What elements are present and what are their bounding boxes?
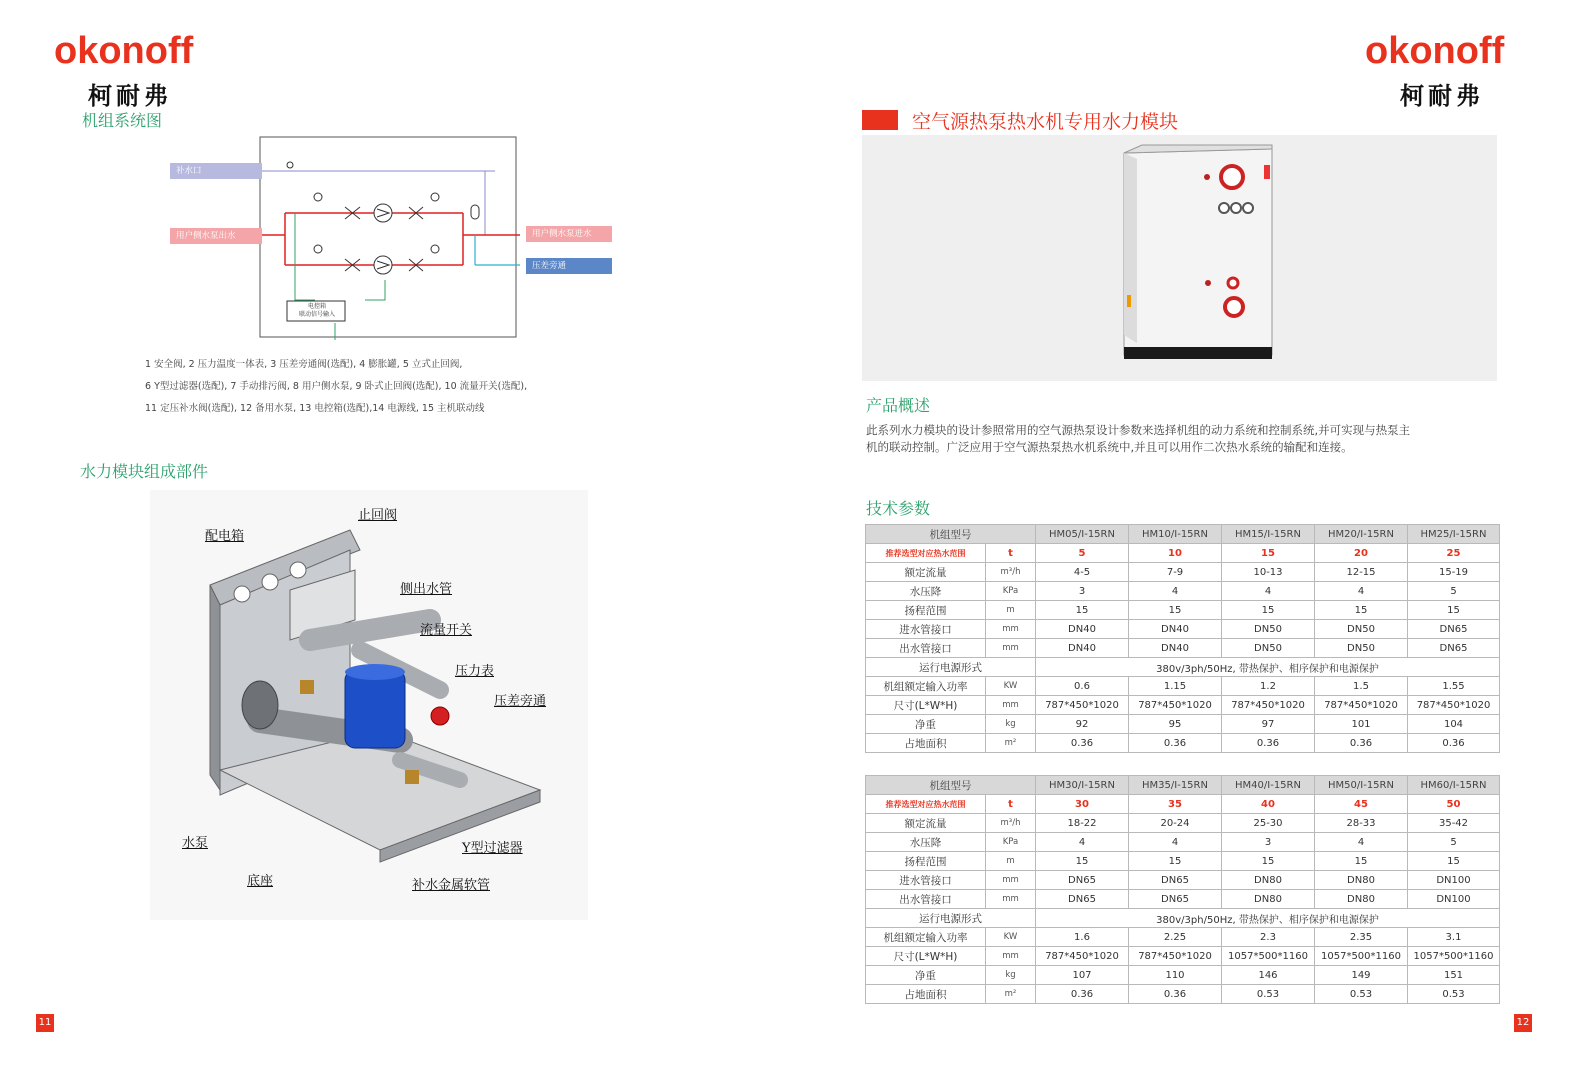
row-label: 净重 — [866, 715, 986, 734]
header-cell-model: 机组型号 — [866, 525, 1036, 544]
row-value: 787*450*1020 — [1036, 696, 1129, 715]
header-cell-model-name: HM20/I-15RN — [1315, 525, 1408, 544]
row-value: 787*450*1020 — [1129, 947, 1222, 966]
row-value: DN65 — [1036, 871, 1129, 890]
row-value: 110 — [1129, 966, 1222, 985]
row-value: 15 — [1315, 852, 1408, 871]
row-unit: m² — [986, 985, 1036, 1004]
brand-logo-left: okonoff — [54, 30, 194, 72]
row-value: 4 — [1222, 582, 1315, 601]
row-value: DN50 — [1222, 639, 1315, 658]
table-row — [866, 620, 1500, 639]
row-label: 额定流量 — [866, 563, 986, 582]
row-value: 40 — [1222, 795, 1315, 814]
row-unit: KW — [986, 928, 1036, 947]
row-value: 15 — [1036, 601, 1129, 620]
label-user-pump-outlet: 用户侧水泵出水 — [170, 228, 262, 244]
label-diff-bypass: 压差旁通 — [526, 258, 612, 274]
row-value: 4 — [1129, 582, 1222, 601]
brand-cn-right: 柯耐弗 — [1400, 82, 1484, 110]
row-unit: m — [986, 852, 1036, 871]
header-cell-model-name: HM25/I-15RN — [1408, 525, 1500, 544]
row-value: 1.2 — [1222, 677, 1315, 696]
row-value: 10 — [1129, 544, 1222, 563]
header-cell-model-name: HM40/I-15RN — [1222, 776, 1315, 795]
table-row-recommended — [866, 795, 1500, 814]
table-row — [866, 947, 1500, 966]
row-value: 1.55 — [1408, 677, 1500, 696]
row-unit: KPa — [986, 582, 1036, 601]
row-label: 净重 — [866, 966, 986, 985]
control-box-label — [289, 303, 345, 319]
row-value: 1057*500*1160 — [1408, 947, 1500, 966]
header-cell-model-name: HM30/I-15RN — [1036, 776, 1129, 795]
legend-line-3: 11 定压补水阀(选配), 12 备用水泵, 13 电控箱(选配),14 电源线, 15 主机联动线 — [145, 403, 485, 414]
row-value: 15 — [1408, 852, 1500, 871]
row-label: 扬程范围 — [866, 852, 986, 871]
row-label: 水压降 — [866, 833, 986, 852]
spec-table-2 — [865, 775, 1500, 1004]
control-box-text: 电控箱 — [307, 303, 326, 310]
row-value: DN65 — [1036, 890, 1129, 909]
row-value: DN40 — [1036, 639, 1129, 658]
brand-logo-right: okonoff — [1365, 30, 1505, 72]
row-label: 机组额定输入功率 — [866, 677, 986, 696]
callout-dist-box: 配电箱 — [205, 529, 245, 544]
header-cell-model-name: HM50/I-15RN — [1315, 776, 1408, 795]
row-unit: mm — [986, 696, 1036, 715]
row-value-merged: 380v/3ph/50Hz, 带热保护、相序保护和电源保护 — [1036, 658, 1500, 677]
table-row — [866, 852, 1500, 871]
row-unit: m — [986, 601, 1036, 620]
row-value: 15 — [1036, 852, 1129, 871]
callout-diff-bypass: 压差旁通 — [494, 694, 547, 709]
callout-pressure-gauge: 压力表 — [455, 664, 495, 679]
row-value: DN100 — [1408, 890, 1500, 909]
table-row — [866, 639, 1500, 658]
row-value: 1057*500*1160 — [1315, 947, 1408, 966]
row-label: 尺寸(L*W*H) — [866, 947, 986, 966]
legend-line-2: 6 Y型过滤器(选配), 7 手动排污阀, 8 用户侧水泵, 9 卧式止回阀(选配), 10 流量开关(选配), — [145, 381, 528, 392]
table-row — [866, 696, 1500, 715]
row-value: 15-19 — [1408, 563, 1500, 582]
row-value: 30 — [1036, 795, 1129, 814]
table-row — [866, 601, 1500, 620]
table-row-recommended — [866, 544, 1500, 563]
row-value: 15 — [1222, 852, 1315, 871]
header-cell-model-name: HM35/I-15RN — [1129, 776, 1222, 795]
row-value: DN65 — [1129, 890, 1222, 909]
row-value: 35 — [1129, 795, 1222, 814]
row-value: 92 — [1036, 715, 1129, 734]
row-value: 25-30 — [1222, 814, 1315, 833]
row-value: 28-33 — [1315, 814, 1408, 833]
row-value: 5 — [1408, 582, 1500, 601]
row-unit: mm — [986, 947, 1036, 966]
row-value: 20 — [1315, 544, 1408, 563]
row-value: DN50 — [1315, 620, 1408, 639]
specs-title: 技术参数 — [866, 499, 931, 518]
row-value: 0.6 — [1036, 677, 1129, 696]
callout-check-valve: 止回阀 — [358, 508, 398, 523]
row-value: 1.5 — [1315, 677, 1408, 696]
row-value: DN65 — [1129, 871, 1222, 890]
row-label: 水压降 — [866, 582, 986, 601]
row-value: 15 — [1222, 601, 1315, 620]
row-value: 787*450*1020 — [1129, 696, 1222, 715]
table-row-power — [866, 658, 1500, 677]
row-value: 4 — [1036, 833, 1129, 852]
row-value: 787*450*1020 — [1315, 696, 1408, 715]
row-value: 3 — [1222, 833, 1315, 852]
row-unit: kg — [986, 715, 1036, 734]
system-diagram-title: 机组系统图 — [82, 111, 163, 130]
row-value: 0.53 — [1408, 985, 1500, 1004]
row-value: DN100 — [1408, 871, 1500, 890]
row-value-merged: 380v/3ph/50Hz, 带热保护、相序保护和电源保护 — [1036, 909, 1500, 928]
row-unit: mm — [986, 890, 1036, 909]
row-value: DN50 — [1315, 639, 1408, 658]
table-row — [866, 715, 1500, 734]
table-header-row — [866, 525, 1500, 544]
callout-flow-switch: 流量开关 — [420, 623, 473, 638]
row-value: 15 — [1222, 544, 1315, 563]
row-label: 推荐选型对应热水范围 — [866, 795, 986, 814]
control-box-subtext: 联动信号输入 — [298, 311, 335, 318]
row-value: DN80 — [1315, 890, 1408, 909]
row-value: 95 — [1129, 715, 1222, 734]
table-row — [866, 563, 1500, 582]
row-value: 149 — [1315, 966, 1408, 985]
row-value: DN40 — [1036, 620, 1129, 639]
label-user-pump-inlet: 用户侧水泵进水 — [526, 226, 612, 242]
row-value: 15 — [1129, 852, 1222, 871]
table-row — [866, 677, 1500, 696]
row-label: 进水管接口 — [866, 620, 986, 639]
page-title: 空气源热泵热水机专用水力模块 — [912, 111, 1179, 133]
row-value: 25 — [1408, 544, 1500, 563]
header-cell-model-name: HM10/I-15RN — [1129, 525, 1222, 544]
callout-pump: 水泵 — [182, 836, 209, 851]
row-value: 787*450*1020 — [1036, 947, 1129, 966]
row-label: 进水管接口 — [866, 871, 986, 890]
title-accent-bar — [862, 110, 898, 130]
row-value: 0.36 — [1129, 734, 1222, 753]
table-row — [866, 890, 1500, 909]
callout-makeup-hose: 补水金属软管 — [412, 878, 491, 893]
row-value: 0.53 — [1222, 985, 1315, 1004]
row-value: DN65 — [1408, 620, 1500, 639]
row-value: DN65 — [1408, 639, 1500, 658]
row-value: 107 — [1036, 966, 1129, 985]
row-label: 机组额定输入功率 — [866, 928, 986, 947]
table-row — [866, 985, 1500, 1004]
row-value: DN50 — [1222, 620, 1315, 639]
row-value: 787*450*1020 — [1408, 696, 1500, 715]
row-unit: mm — [986, 871, 1036, 890]
row-value: 151 — [1408, 966, 1500, 985]
row-value: 0.36 — [1036, 985, 1129, 1004]
spec-table-1 — [865, 524, 1500, 753]
row-value: 0.36 — [1036, 734, 1129, 753]
row-value: DN40 — [1129, 620, 1222, 639]
row-value: 4 — [1315, 582, 1408, 601]
row-value: DN40 — [1129, 639, 1222, 658]
row-value: DN80 — [1222, 890, 1315, 909]
row-value: 0.36 — [1315, 734, 1408, 753]
row-unit: mm — [986, 639, 1036, 658]
row-unit: kg — [986, 966, 1036, 985]
header-cell-model-name: HM15/I-15RN — [1222, 525, 1315, 544]
callout-base: 底座 — [247, 874, 274, 889]
row-value: 4 — [1129, 833, 1222, 852]
component-illustration — [150, 490, 588, 920]
row-value: 50 — [1408, 795, 1500, 814]
row-label: 推荐选型对应热水范围 — [866, 544, 986, 563]
row-unit: m² — [986, 734, 1036, 753]
row-value: 0.36 — [1222, 734, 1315, 753]
table-row — [866, 966, 1500, 985]
row-unit: KPa — [986, 833, 1036, 852]
row-value: 15 — [1129, 601, 1222, 620]
row-value: 15 — [1315, 601, 1408, 620]
row-value: 0.36 — [1408, 734, 1500, 753]
row-unit: KW — [986, 677, 1036, 696]
row-unit: mm — [986, 620, 1036, 639]
row-label: 尺寸(L*W*H) — [866, 696, 986, 715]
row-value: 45 — [1315, 795, 1408, 814]
row-value: 15 — [1408, 601, 1500, 620]
row-label: 运行电源形式 — [866, 909, 1036, 928]
legend-line-1: 1 安全阀, 2 压力温度一体表, 3 压差旁通阀(选配), 4 膨胀罐, 5 立式止回阀, — [145, 359, 463, 370]
row-value: 2.3 — [1222, 928, 1315, 947]
row-unit: m³/h — [986, 563, 1036, 582]
system-diagram — [165, 135, 625, 345]
overview-text: 此系列水力模块的设计参照常用的空气源热泵设计参数来选择机组的动力系统和控制系统,并可实现与热泵主机的联动控制。广泛应用于空气源热泵热水机系统中,并且可以用作二次热水系统的输配和连接。 — [866, 423, 1411, 454]
table-row — [866, 928, 1500, 947]
row-value: DN80 — [1222, 871, 1315, 890]
table-row — [866, 734, 1500, 753]
table-row — [866, 871, 1500, 890]
row-unit: m³/h — [986, 814, 1036, 833]
table-row — [866, 814, 1500, 833]
row-value: 0.53 — [1315, 985, 1408, 1004]
row-value: 18-22 — [1036, 814, 1129, 833]
brand-cn-left: 柯耐弗 — [88, 82, 172, 110]
row-value: 20-24 — [1129, 814, 1222, 833]
header-cell-model-name: HM60/I-15RN — [1408, 776, 1500, 795]
header-cell-model-name: HM05/I-15RN — [1036, 525, 1129, 544]
callout-side-outlet: 侧出水管 — [400, 582, 453, 597]
row-value: 1.6 — [1036, 928, 1129, 947]
overview-title: 产品概述 — [866, 396, 931, 415]
row-value: 3 — [1036, 582, 1129, 601]
row-value: 2.35 — [1315, 928, 1408, 947]
row-value: 12-15 — [1315, 563, 1408, 582]
row-value: 35-42 — [1408, 814, 1500, 833]
page-number-right: 12 — [1514, 1014, 1532, 1032]
row-value: 97 — [1222, 715, 1315, 734]
table-row-power — [866, 909, 1500, 928]
label-makeup-inlet: 补水口 — [170, 163, 262, 179]
row-value: 2.25 — [1129, 928, 1222, 947]
row-value: DN80 — [1315, 871, 1408, 890]
product-photo — [862, 135, 1497, 381]
row-label: 出水管接口 — [866, 890, 986, 909]
row-value: 0.36 — [1129, 985, 1222, 1004]
row-value: 7-9 — [1129, 563, 1222, 582]
page-number-left: 11 — [36, 1014, 54, 1032]
row-value: 104 — [1408, 715, 1500, 734]
row-value: 5 — [1036, 544, 1129, 563]
table-row — [866, 833, 1500, 852]
row-label: 运行电源形式 — [866, 658, 1036, 677]
row-value: 1057*500*1160 — [1222, 947, 1315, 966]
row-label: 额定流量 — [866, 814, 986, 833]
row-value: 1.15 — [1129, 677, 1222, 696]
row-value: 101 — [1315, 715, 1408, 734]
row-unit: t — [986, 795, 1036, 814]
row-value: 5 — [1408, 833, 1500, 852]
row-label: 扬程范围 — [866, 601, 986, 620]
row-unit: t — [986, 544, 1036, 563]
row-label: 出水管接口 — [866, 639, 986, 658]
callout-y-filter: Y型过滤器 — [462, 841, 523, 856]
row-value: 4 — [1315, 833, 1408, 852]
row-value: 146 — [1222, 966, 1315, 985]
row-value: 3.1 — [1408, 928, 1500, 947]
row-value: 4-5 — [1036, 563, 1129, 582]
table-row — [866, 582, 1500, 601]
components-title: 水力模块组成部件 — [80, 462, 209, 481]
row-value: 787*450*1020 — [1222, 696, 1315, 715]
header-cell-model: 机组型号 — [866, 776, 1036, 795]
row-label: 占地面积 — [866, 734, 986, 753]
row-label: 占地面积 — [866, 985, 986, 1004]
table-header-row — [866, 776, 1500, 795]
row-value: 10-13 — [1222, 563, 1315, 582]
